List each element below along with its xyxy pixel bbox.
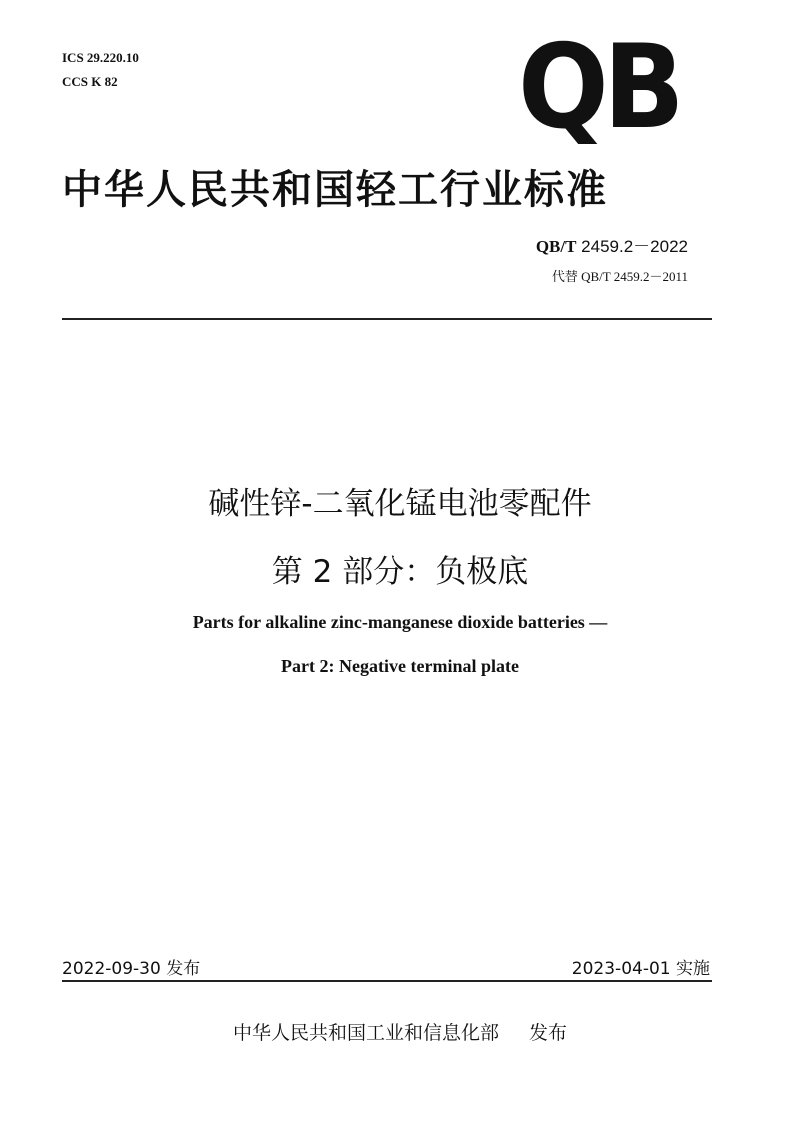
replaces-standard: 代替 QB/T 2459.2－2011 xyxy=(551,269,688,284)
publisher-action: 发布 xyxy=(529,1022,568,1044)
english-title-line-2: Part 2: Negative terminal plate xyxy=(281,656,519,676)
chinese-title-line-1: 碱性锌-二氧化锰电池零配件 xyxy=(208,486,592,522)
chinese-title-line-2: 第 2 部分：负极底 xyxy=(271,554,529,590)
bottom-divider xyxy=(62,980,712,982)
issue-date: 2022-09-30 发布 xyxy=(62,959,201,979)
standard-category-title: 中华人民共和国轻工行业标准 xyxy=(62,167,608,213)
classification-codes xyxy=(62,46,139,94)
publisher-name: 中华人民共和国工业和信息化部 xyxy=(232,1022,499,1044)
standard-number-prefix: QB/T xyxy=(535,237,577,256)
ics-code: ICS 29.220.10 xyxy=(62,50,139,65)
standard-number-value: 2459.2－2022 xyxy=(581,237,688,256)
top-divider xyxy=(62,318,712,320)
standard-number xyxy=(536,232,688,257)
english-title-line-1: Parts for alkaline zinc-manganese dioxide batteries — xyxy=(192,612,608,632)
qb-logo: QB xyxy=(518,20,680,155)
implementation-date: 2023-04-01 实施 xyxy=(571,959,710,979)
ccs-code: CCS K 82 xyxy=(62,74,118,89)
publisher-line xyxy=(0,1018,800,1045)
